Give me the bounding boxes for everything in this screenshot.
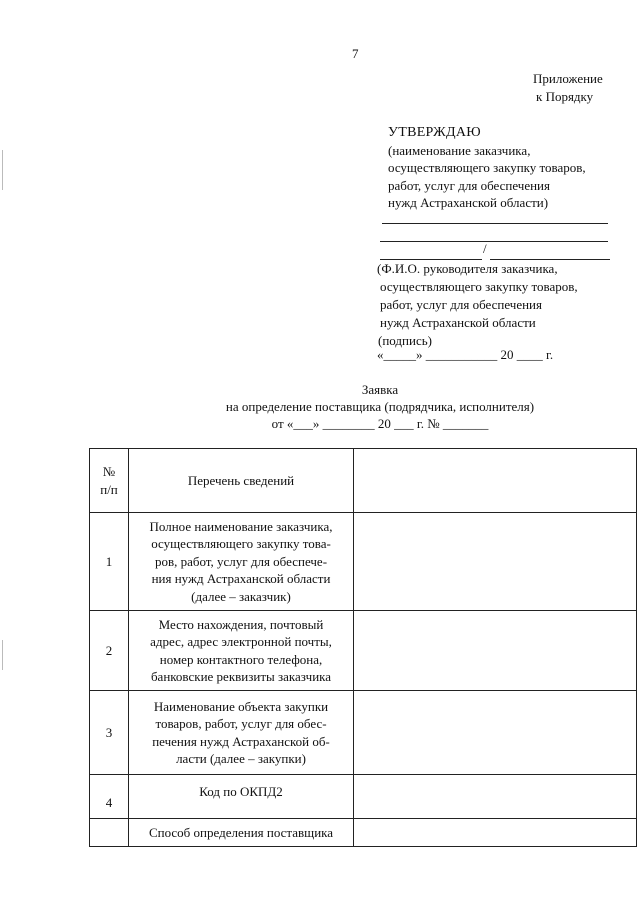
request-table: [89, 448, 637, 847]
row-info-cell: Способ определения поставщика: [129, 819, 354, 847]
table-row: [90, 691, 637, 775]
signature-line: (подпись): [378, 333, 432, 348]
row-num-cell: 1: [90, 513, 129, 611]
table-row: [90, 611, 637, 691]
signature-line: (Ф.И.О. руководителя заказчика,: [377, 261, 558, 276]
row-num-cell: 2: [90, 611, 129, 691]
row-value-cell: [354, 819, 637, 847]
approval-line: осуществляющего закупку товаров,: [388, 160, 586, 175]
approval-heading: УТВЕРЖДАЮ: [388, 125, 481, 140]
signature-slash: /: [483, 241, 487, 256]
appendix-line: Приложение: [533, 71, 603, 86]
header-num-cell: № п/п: [90, 449, 129, 513]
title-line: Заявка: [361, 382, 399, 397]
approval-line: работ, услуг для обеспечения: [388, 177, 550, 193]
scan-margin-mark: [2, 640, 3, 670]
row-num-cell: [90, 819, 129, 847]
row-value-cell: [354, 513, 637, 611]
signature-line: нужд Астраханской области: [380, 315, 536, 330]
approval-line: нужд Астраханской области): [388, 195, 549, 210]
table-row: [90, 513, 637, 611]
header-info-cell: Перечень сведений: [129, 449, 354, 513]
header-value-cell: [354, 449, 637, 513]
page-number: 7: [352, 46, 359, 61]
appendix-line: к Порядку: [536, 89, 594, 104]
signature-line: работ, услуг для обеспечения: [380, 297, 542, 312]
table-row: [90, 819, 637, 847]
row-num-cell: 3: [90, 691, 129, 775]
table-header-row: [90, 449, 637, 513]
appendix-note: [533, 70, 603, 106]
title-line: от «___» ________ 20 ___ г. № _______: [271, 416, 489, 431]
signature-block: [377, 260, 617, 350]
fill-line: [382, 223, 608, 224]
row-info-cell: Полное наименование заказчика, осуществляющего закупку това- ров, работ, услуг для обеспече- ния нужд Астраханской области (далее – заказчик): [129, 513, 354, 611]
approval-date-line: «_____» ___________ 20 ____ г.: [377, 347, 554, 362]
row-num-cell: 4: [90, 775, 129, 819]
title-line: на определение поставщика (подрядчика, исполнителя): [225, 399, 535, 414]
row-value-cell: [354, 611, 637, 691]
scan-margin-mark: [2, 150, 3, 190]
row-value-cell: [354, 691, 637, 775]
row-info-cell: Место нахождения, почтовый адрес, адрес электронной почты, номер контактного телефона, банковские реквизиты заказчика: [129, 611, 354, 691]
approval-line: (наименование заказчика,: [388, 142, 531, 158]
fill-line: [380, 241, 608, 242]
row-info-cell: Код по ОКПД2: [129, 775, 354, 819]
row-info-cell: Наименование объекта закупки товаров, работ, услуг для обес- печения нужд Астраханской об- ласти (далее – закупки): [129, 691, 354, 775]
document-title: [0, 381, 640, 432]
row-value-cell: [354, 775, 637, 819]
table-row: [90, 775, 637, 819]
signature-line: осуществляющего закупку товаров,: [380, 279, 578, 294]
approval-block: [380, 124, 620, 212]
